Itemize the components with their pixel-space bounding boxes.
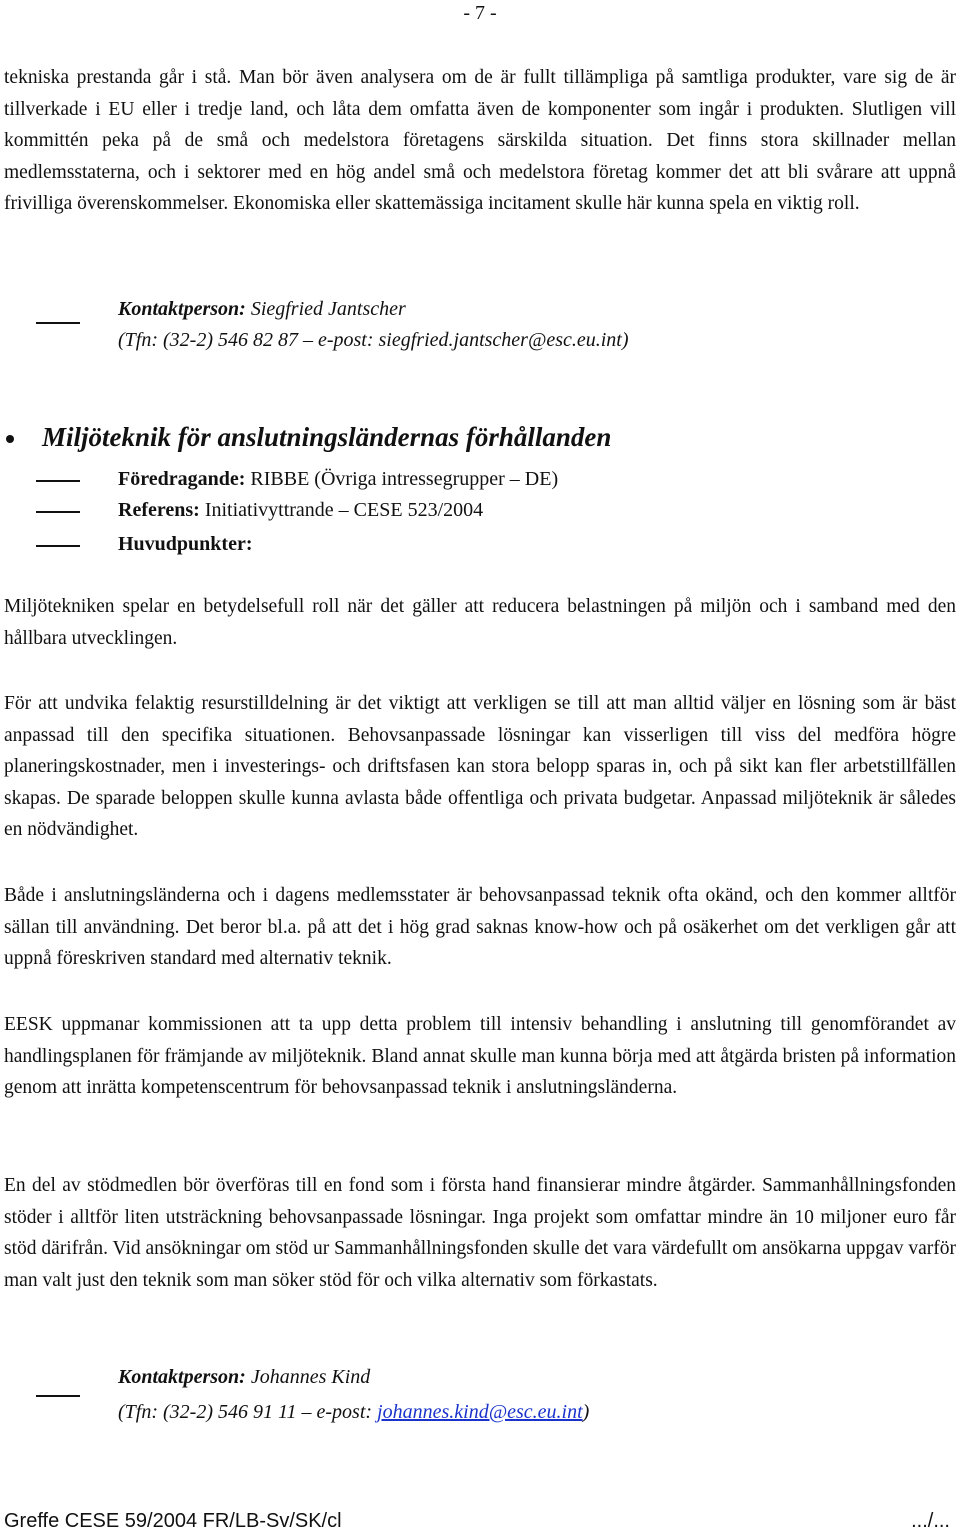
keypoints-dash (36, 545, 80, 547)
reference-dash (36, 511, 80, 513)
footer-continuation: .../... (911, 1510, 950, 1532)
contact2-details (118, 1399, 589, 1425)
paragraph-2: För att undvika felaktig resurstilldelning är det viktigt att verkligen se till att man alltid väljer en lösning som är bäst anpassad till den specifika situationen. Behovsanpassade lösningar kan visserligen till viss del medföra högre planeringskostnader, men i investerings- och driftsfasen kan stora belopp sparas in, och på sikt kan fler arbetstillfällen skapas. De sparade beloppen skulle kunna avlasta både offentliga och privata budgetar. Anpassad miljöteknik är således en nödvändighet. (4, 693, 956, 841)
section-bullet (6, 435, 14, 443)
contact1-label: Kontaktperson: (118, 298, 246, 320)
contact1-dash (36, 322, 80, 324)
paragraph-4: EESK uppmanar kommissionen att ta upp detta problem till intensiv behandling i anslutning till genomförandet av handlingsplanen för främjande av miljöteknik. Bland annat skulle man kunna börja med att åtgärda bristen på information genom att inrätta kompetenscentrum för behovsanpassad teknik i anslutningsländerna. (4, 1014, 956, 1099)
section-title: Miljöteknik för anslutningsländernas förhållanden (42, 422, 612, 452)
footer-reference: Greffe CESE 59/2004 FR/LB-Sv/SK/cl (4, 1510, 342, 1532)
reference-label: Referens: (118, 499, 200, 521)
contact2-details-prefix: (Tfn: (32-2) 546 91 11 – e-post: (118, 1401, 378, 1423)
contact2-label: Kontaktperson: (118, 1366, 246, 1388)
intro-paragraph: tekniska prestanda går i stå. Man bör även analysera om de är fullt tillämpliga på samtliga produkter, vare sig de är tillverkade i EU eller i tredje land, och låta dem omfatta även de komponenter som ingår i produkten. Slutligen vill kommittén peka på de små och medelstora företagens särskilda situation. Det finns stora skillnader mellan medlemsstaterna, och i sektorer med en hög andel små och medelstora företag kommer det att bli svårare att uppnå frivilliga överenskommelser. Ekonomiska eller skattemässiga incitament skulle här kunna spela en viktig roll. (4, 67, 956, 215)
keypoints-line (118, 531, 253, 557)
contact2-details-suffix: ) (582, 1401, 590, 1423)
contact2-email-link[interactable]: johannes.kind@esc.eu.int (377, 1401, 583, 1423)
contact2-line (118, 1364, 370, 1390)
contact1-details: (Tfn: (32-2) 546 82 87 – e-post: siegfried.jantscher@esc.eu.int) (118, 329, 629, 351)
keypoints-label: Huvudpunkter: (118, 533, 253, 555)
contact1-line (118, 296, 406, 322)
reference-line (118, 497, 483, 523)
contact2-dash (36, 1395, 80, 1397)
contact2-name: Johannes Kind (250, 1366, 371, 1388)
page-number: - 7 - (463, 2, 497, 24)
contact1-name: Siegfried Jantscher (250, 298, 406, 320)
rapporteur-dash (36, 480, 80, 482)
paragraph-5: En del av stödmedlen bör överföras till en fond som i första hand finansierar mindre åtgärder. Sammanhållningsfonden stöder i alltför liten utsträckning behovsanpassade lösningar. Inga projekt som omfattar mindre än 10 miljoner euro får stöd därifrån. Vid ansökningar om stöd ur Sammanhållningsfonden skulle det vara värdefullt om ansökarna uppgav varför man valt just den teknik som man söker stöd för och vilka alternativ som förkastats. (4, 1175, 956, 1291)
reference-value: Initiativyttrande – CESE 523/2004 (204, 499, 484, 521)
rapporteur-label: Föredragande: (118, 468, 246, 490)
rapporteur-value: RIBBE (Övriga intressegrupper – DE) (250, 468, 559, 490)
rapporteur-line (118, 466, 558, 492)
paragraph-3: Både i anslutningsländerna och i dagens medlemsstater är behovsanpassad teknik ofta okänd, och den kommer alltför sällan till användning. Det beror bl.a. på att det i hög grad saknas know-how och på osäkerhet om det verkligen går att uppnå föreskriven standard med alternativ teknik. (4, 885, 956, 970)
paragraph-1: Miljötekniken spelar en betydelsefull roll när det gäller att reducera belastningen på miljön och i samband med den hållbara utvecklingen. (4, 596, 956, 649)
